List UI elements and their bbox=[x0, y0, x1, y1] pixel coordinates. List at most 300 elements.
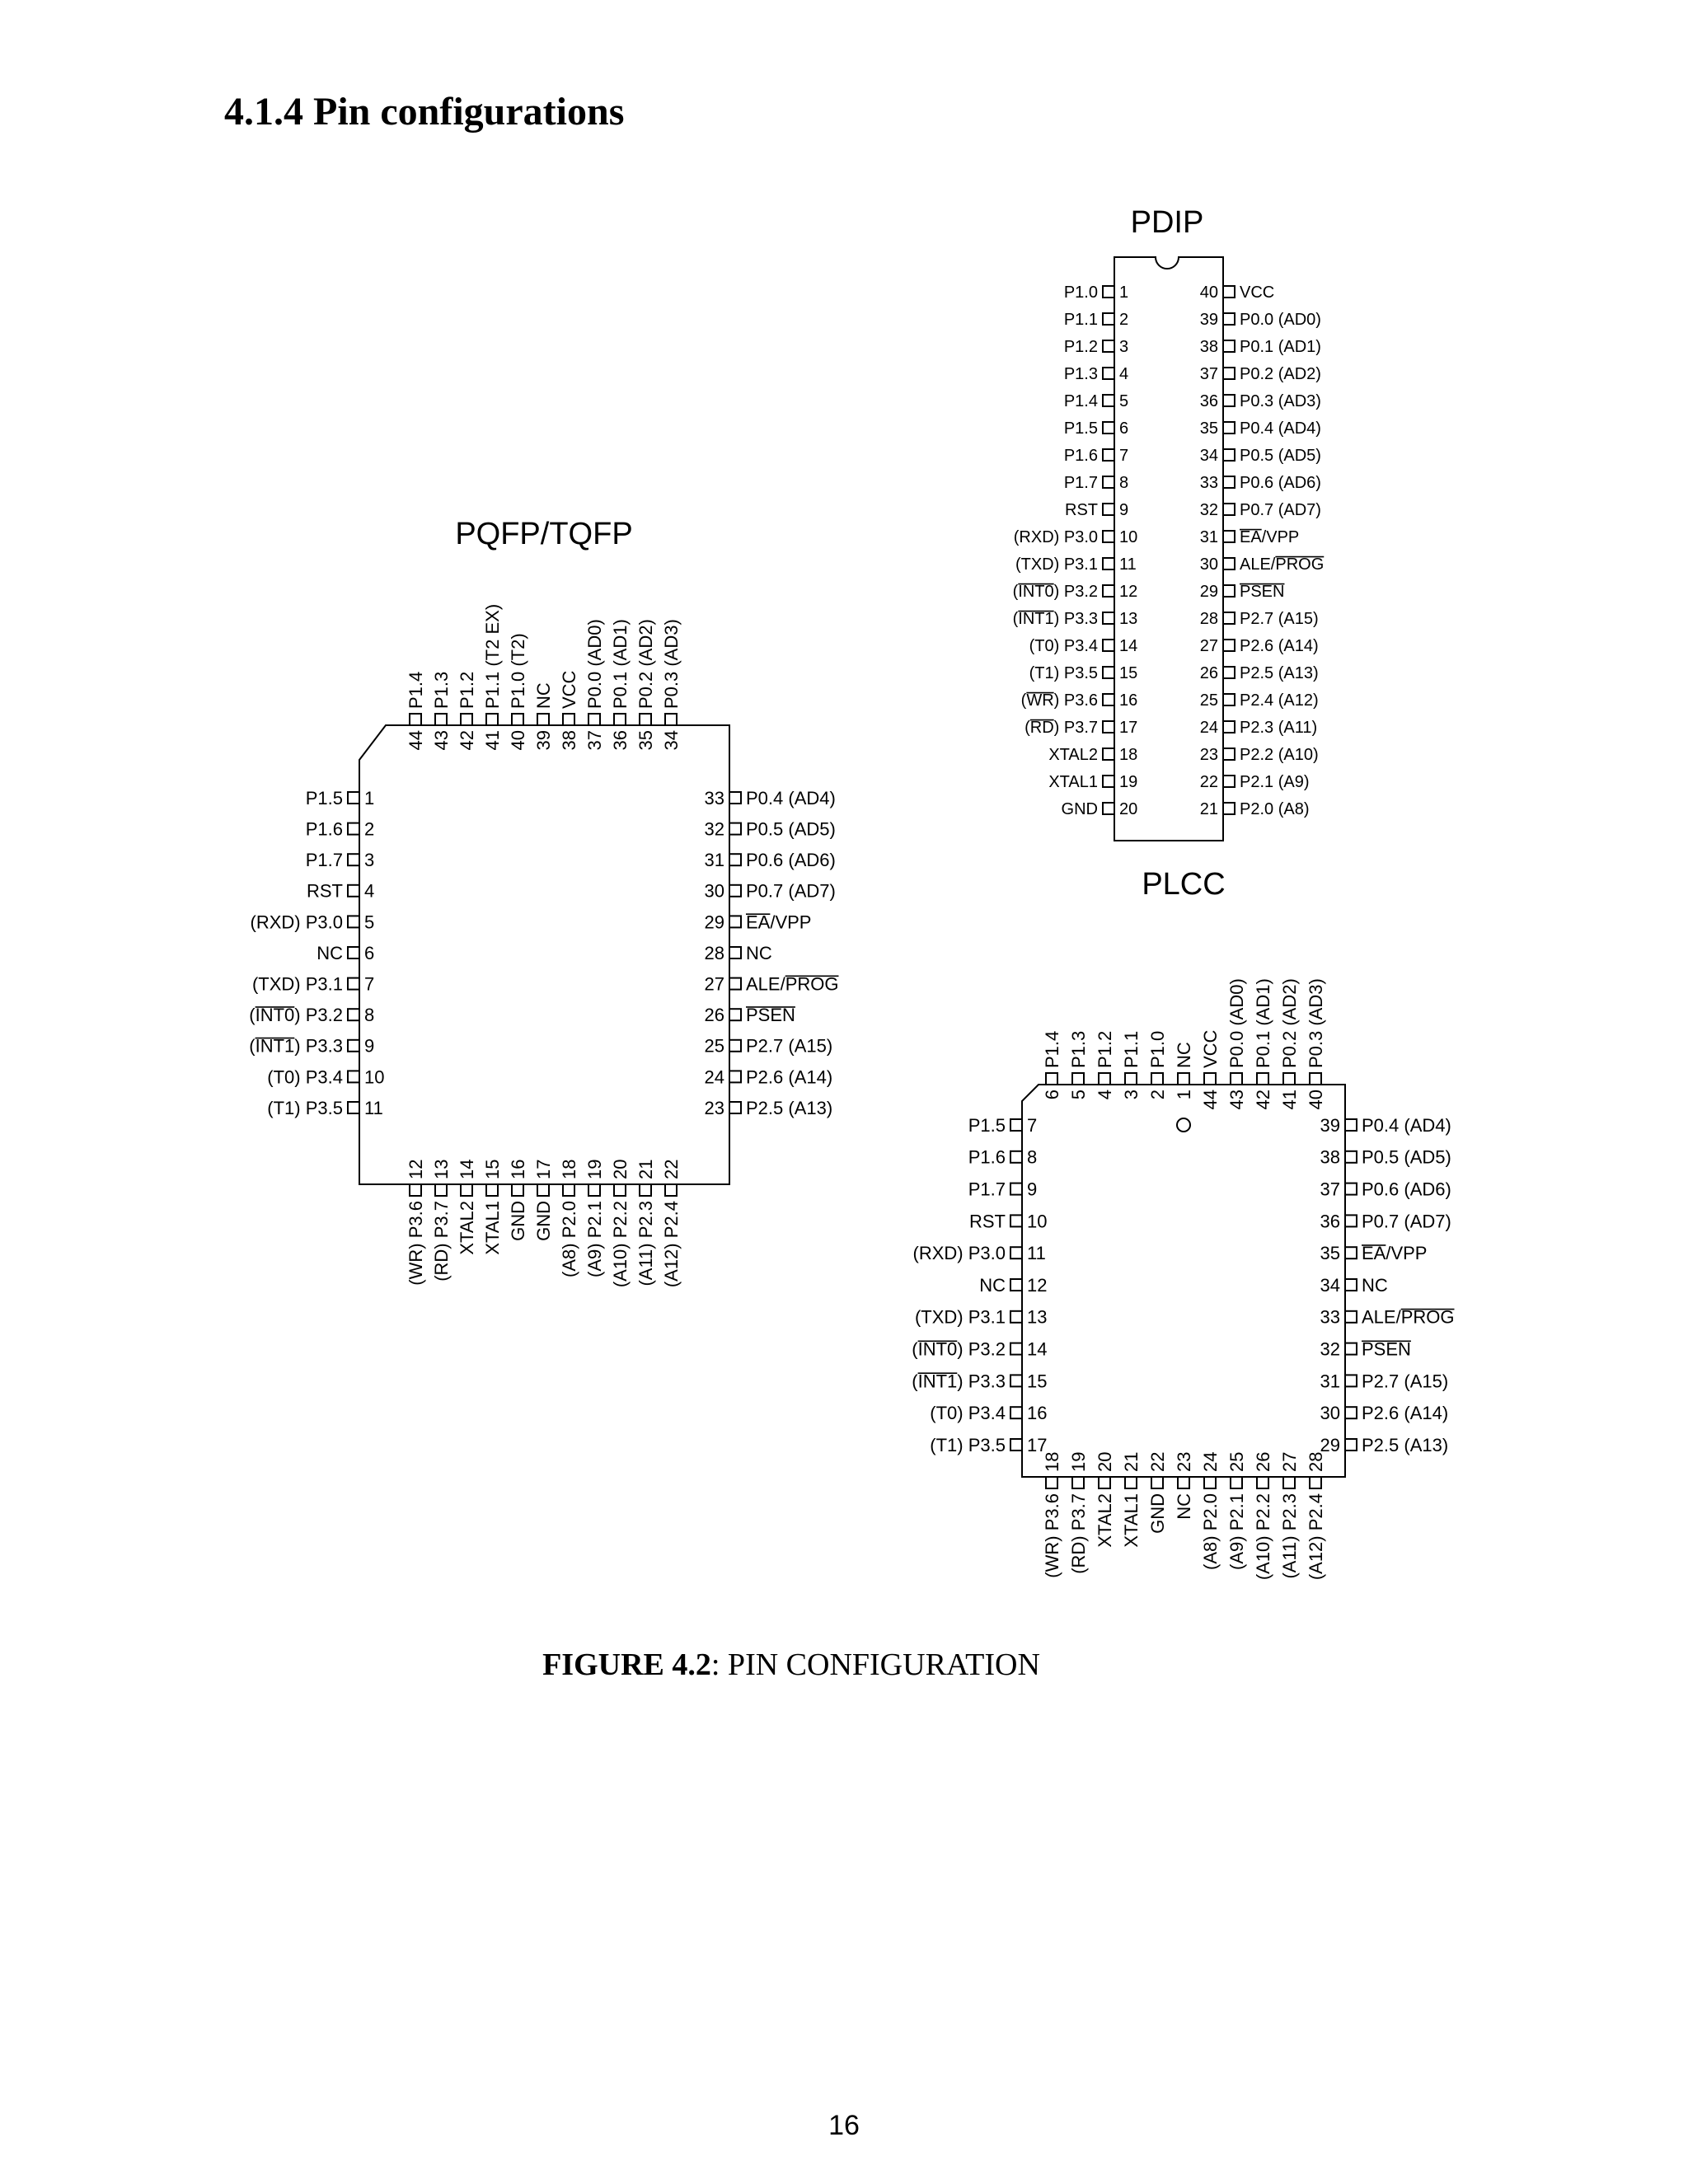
pin-pad bbox=[1223, 286, 1235, 298]
pin-pad bbox=[1345, 1439, 1357, 1451]
pin-number: 30 bbox=[1199, 555, 1218, 574]
pin-pad bbox=[348, 885, 359, 897]
pin-number: 16 bbox=[1119, 691, 1138, 710]
pin-label: P0.1 (AD1) bbox=[1252, 978, 1273, 1068]
pin-number: 11 bbox=[364, 1097, 383, 1118]
pin-label: P1.1 bbox=[1120, 1030, 1142, 1068]
pin-label: P0.0 (AD0) bbox=[1226, 978, 1247, 1068]
pin-pad bbox=[348, 978, 359, 990]
pin-label: P0.1 (AD1) bbox=[1240, 338, 1321, 357]
pin-pad bbox=[1103, 504, 1114, 515]
pin-label: (T0) P3.4 bbox=[1029, 637, 1098, 656]
pin-label: P1.4 bbox=[1041, 1030, 1062, 1068]
pin-number: 5 bbox=[1119, 392, 1129, 411]
pin-number: 37 bbox=[584, 730, 605, 751]
pin-label: P1.3 bbox=[430, 671, 452, 709]
pin-label: P0.7 (AD7) bbox=[746, 880, 836, 902]
pin-pad bbox=[1151, 1477, 1163, 1488]
pin-label: P1.1 bbox=[1063, 311, 1098, 330]
pin-number: 32 bbox=[1320, 1338, 1340, 1360]
pin-label: P2.5 (A13) bbox=[1362, 1434, 1449, 1455]
pin-label: P1.0 bbox=[1146, 1030, 1168, 1068]
pin-number: 34 bbox=[1320, 1274, 1340, 1296]
pin-pad bbox=[1010, 1119, 1022, 1131]
pin-pad bbox=[1223, 531, 1235, 542]
pin-number: 35 bbox=[635, 730, 656, 751]
pin-pad bbox=[729, 1040, 741, 1052]
pin-number: 11 bbox=[1119, 555, 1137, 574]
pin-pad bbox=[1125, 1073, 1137, 1085]
pin-label: (INT0) P3.2 bbox=[249, 1005, 343, 1026]
pin-number: 1 bbox=[1119, 284, 1129, 302]
pin-pad bbox=[729, 1102, 741, 1113]
pin-pad bbox=[729, 1009, 741, 1020]
pin-number: 8 bbox=[364, 1005, 375, 1026]
pin-number: 24 bbox=[704, 1066, 724, 1088]
pin-label: P0.4 (AD4) bbox=[1240, 419, 1321, 438]
pin-pad bbox=[1223, 340, 1235, 352]
pin-pad bbox=[1103, 585, 1114, 597]
pin-number: 33 bbox=[1199, 474, 1218, 493]
pin-number: 7 bbox=[1119, 447, 1129, 466]
pin-pad bbox=[1223, 694, 1235, 705]
pin-number: 9 bbox=[364, 1035, 375, 1057]
pin-label: (T1) P3.5 bbox=[267, 1097, 343, 1118]
pin-number: 40 bbox=[1199, 284, 1218, 302]
pin-pad bbox=[1310, 1073, 1321, 1085]
pin-label: P1.4 bbox=[405, 671, 426, 709]
pin-pad bbox=[1223, 585, 1235, 597]
pin-label: NC bbox=[746, 942, 772, 963]
pin-pad bbox=[1103, 748, 1114, 760]
pin-label: (A8) P2.0 bbox=[1199, 1493, 1221, 1570]
pin-pad bbox=[1223, 558, 1235, 569]
pin-label: (A9) P2.1 bbox=[1226, 1493, 1247, 1570]
pin-number: 24 bbox=[1199, 1451, 1221, 1472]
pin-label: P2.7 (A15) bbox=[746, 1035, 833, 1057]
pin-label: (WR) P3.6 bbox=[405, 1201, 426, 1286]
pin-number: 42 bbox=[456, 730, 477, 751]
pin-label: P0.2 (AD2) bbox=[1278, 978, 1300, 1068]
pin-label: P1.2 bbox=[1063, 338, 1098, 357]
pin-label: P1.0 (T2) bbox=[507, 633, 528, 709]
pin-pad bbox=[1151, 1073, 1163, 1085]
plcc-body bbox=[1022, 1085, 1345, 1477]
pin-pad bbox=[1345, 1343, 1357, 1355]
pin-label: P1.3 bbox=[1067, 1030, 1089, 1068]
pin-pad bbox=[1231, 1477, 1242, 1488]
pin-number: 27 bbox=[704, 973, 724, 995]
pin-pad bbox=[1103, 803, 1114, 814]
pin-label: (RXD) P3.0 bbox=[1013, 528, 1098, 547]
pqfp-body bbox=[359, 725, 729, 1184]
pin-pad bbox=[461, 1184, 472, 1196]
pin-number: 29 bbox=[1320, 1434, 1340, 1455]
pin-label: P2.0 (A8) bbox=[1240, 800, 1310, 819]
pin-number: 7 bbox=[364, 973, 375, 995]
pin-label: ALE/PROG bbox=[746, 973, 839, 995]
pin-number: 5 bbox=[1067, 1090, 1089, 1100]
pin-label: RST bbox=[1065, 501, 1098, 520]
pin-pad bbox=[614, 1184, 626, 1196]
pin-pad bbox=[1223, 612, 1235, 624]
pin-number: 3 bbox=[1119, 338, 1129, 357]
figure-caption-text: : PIN CONFIGURATION bbox=[710, 1647, 1040, 1682]
pin-label: P1.5 bbox=[968, 1114, 1006, 1136]
pin-pad bbox=[1010, 1311, 1022, 1323]
pin-number: 23 bbox=[1199, 746, 1218, 765]
pin-pad bbox=[1345, 1407, 1357, 1418]
pin-pad bbox=[1103, 422, 1114, 434]
pdip-package bbox=[1013, 205, 1325, 841]
pin-label: (INT1) P3.3 bbox=[912, 1371, 1006, 1392]
pin-pad bbox=[1103, 368, 1114, 379]
pin-number: 32 bbox=[1199, 501, 1218, 520]
pdip-title: PDIP bbox=[1130, 205, 1204, 240]
pin-number: 17 bbox=[1119, 719, 1138, 738]
pin-number: 10 bbox=[364, 1066, 385, 1088]
pin-label: (T1) P3.5 bbox=[1029, 664, 1098, 683]
pin-label: XTAL2 bbox=[1094, 1493, 1115, 1548]
pin-label: NC bbox=[1173, 1493, 1194, 1520]
pin-pad bbox=[1010, 1215, 1022, 1226]
pin-label: (A12) P2.4 bbox=[1305, 1493, 1326, 1581]
pin-pad bbox=[1231, 1073, 1242, 1085]
pin-label: P1.7 bbox=[305, 850, 343, 871]
pin-pad bbox=[1223, 640, 1235, 651]
pin-label: P2.6 (A14) bbox=[746, 1066, 833, 1088]
pin-label: RST bbox=[307, 880, 343, 902]
pin-label: (A10) P2.2 bbox=[609, 1201, 631, 1288]
pin-label: RST bbox=[969, 1211, 1006, 1232]
pin-label: P0.4 (AD4) bbox=[746, 787, 836, 808]
pin-number: 12 bbox=[405, 1159, 426, 1179]
pin-label: P0.0 (AD0) bbox=[584, 619, 605, 709]
pin-pad bbox=[1223, 313, 1235, 325]
pin-number: 28 bbox=[1305, 1451, 1326, 1472]
pin-label: NC bbox=[979, 1274, 1006, 1296]
pin-pad bbox=[563, 1184, 574, 1196]
pin-number: 26 bbox=[1252, 1451, 1273, 1472]
pin-label: P0.6 (AD6) bbox=[1240, 474, 1321, 493]
pin-label: EA/VPP bbox=[746, 912, 812, 933]
pin-number: 18 bbox=[1041, 1451, 1062, 1472]
pin-pad bbox=[1223, 449, 1235, 461]
pin-number: 12 bbox=[1027, 1274, 1048, 1296]
pin-pad bbox=[1103, 476, 1114, 488]
pin-number: 35 bbox=[1320, 1243, 1340, 1264]
pin-pad bbox=[729, 947, 741, 958]
pin-pad bbox=[1072, 1073, 1084, 1085]
pin-label: P0.6 (AD6) bbox=[1362, 1179, 1451, 1200]
pin-label: (INT0) P3.2 bbox=[912, 1338, 1006, 1360]
pin-pad bbox=[640, 1184, 651, 1196]
pin-label: (T0) P3.4 bbox=[930, 1403, 1006, 1424]
pin-label: EA/VPP bbox=[1362, 1243, 1428, 1264]
pin-label: (TXD) P3.1 bbox=[251, 973, 343, 995]
pin-number: 14 bbox=[1119, 637, 1138, 656]
pin-label: ALE/PROG bbox=[1240, 555, 1325, 574]
pin-label: P2.6 (A14) bbox=[1362, 1403, 1449, 1424]
plcc-title: PLCC bbox=[1142, 867, 1226, 902]
pin-number: 41 bbox=[481, 730, 503, 751]
pin-pad bbox=[665, 714, 677, 725]
pin-label: P1.6 bbox=[968, 1146, 1006, 1168]
pin-number: 19 bbox=[1119, 773, 1138, 792]
pin-label: (INT1) P3.3 bbox=[1012, 610, 1098, 629]
pin-pad bbox=[1103, 776, 1114, 787]
pin-number: 20 bbox=[1094, 1451, 1115, 1472]
pin-number: 3 bbox=[364, 850, 375, 871]
pin-pad bbox=[640, 714, 651, 725]
pin-pad bbox=[588, 1184, 600, 1196]
pin-label: VCC bbox=[1199, 1029, 1221, 1068]
pin-number: 38 bbox=[558, 730, 579, 751]
pin-number: 1 bbox=[364, 787, 375, 808]
pin-number: 22 bbox=[1199, 773, 1218, 792]
pin-number: 6 bbox=[364, 942, 375, 963]
pin-label: P0.4 (AD4) bbox=[1362, 1114, 1451, 1136]
pin-pad bbox=[348, 1102, 359, 1113]
section-heading: 4.1.4 Pin configurations bbox=[224, 90, 625, 134]
pin-label: P2.5 (A13) bbox=[746, 1097, 833, 1118]
pin-number: 14 bbox=[1027, 1338, 1048, 1360]
pin-pad bbox=[1010, 1375, 1022, 1386]
pin-label: P0.5 (AD5) bbox=[1240, 447, 1321, 466]
pin-label: P0.5 (AD5) bbox=[1362, 1146, 1451, 1168]
pin-pad bbox=[1103, 640, 1114, 651]
pin-pad bbox=[348, 792, 359, 804]
pin-number: 16 bbox=[507, 1159, 528, 1179]
pin-number: 18 bbox=[558, 1159, 579, 1179]
pin-pad bbox=[1204, 1477, 1216, 1488]
pin-number: 4 bbox=[1119, 365, 1129, 384]
pin-pad bbox=[1310, 1477, 1321, 1488]
pin-pad bbox=[348, 1040, 359, 1052]
pin-pad bbox=[729, 1071, 741, 1082]
pin-pad bbox=[1204, 1073, 1216, 1085]
pin-number: 22 bbox=[1146, 1451, 1168, 1472]
pin-pad bbox=[1103, 667, 1114, 678]
pin-label: XTAL1 bbox=[481, 1201, 503, 1255]
pin-pad bbox=[1010, 1247, 1022, 1258]
pin-label: P2.1 (A9) bbox=[1240, 773, 1310, 792]
pin-pad bbox=[1099, 1477, 1110, 1488]
pin-pad bbox=[1257, 1477, 1268, 1488]
pin-number: 21 bbox=[635, 1159, 656, 1179]
pin-label: P2.6 (A14) bbox=[1240, 637, 1319, 656]
pin-number: 15 bbox=[1027, 1371, 1048, 1392]
pin-pad bbox=[410, 1184, 421, 1196]
pin-pad bbox=[1103, 286, 1114, 298]
pin-label: P0.2 (AD2) bbox=[635, 619, 656, 709]
pin-pad bbox=[588, 714, 600, 725]
pin-number: 43 bbox=[430, 730, 452, 751]
pin-pad bbox=[348, 1009, 359, 1020]
pin-number: 34 bbox=[660, 730, 682, 751]
pin-number: 31 bbox=[704, 850, 724, 871]
pin-label: (RXD) P3.0 bbox=[250, 912, 343, 933]
pin-label: (TXD) P3.1 bbox=[914, 1306, 1006, 1328]
pin-pad bbox=[1178, 1477, 1189, 1488]
pin-number: 33 bbox=[1320, 1306, 1340, 1328]
pin-label: P0.3 (AD3) bbox=[1240, 392, 1321, 411]
pin-number: 17 bbox=[1027, 1434, 1048, 1455]
pin-number: 26 bbox=[1199, 664, 1218, 683]
pin-number: 6 bbox=[1041, 1090, 1062, 1100]
pin-pad bbox=[1223, 748, 1235, 760]
pin-label: P1.5 bbox=[305, 787, 343, 808]
pin-number: 36 bbox=[609, 730, 631, 751]
pin-label: VCC bbox=[558, 670, 579, 709]
pin-label: (A11) P2.3 bbox=[1278, 1493, 1300, 1579]
pin-pad bbox=[1345, 1151, 1357, 1163]
pin-label: (WR) P3.6 bbox=[1020, 691, 1098, 710]
pin-number: 36 bbox=[1199, 392, 1218, 411]
pin-label: (RD) P3.7 bbox=[1025, 719, 1098, 738]
pin-label: P2.5 (A13) bbox=[1240, 664, 1319, 683]
pin-number: 29 bbox=[704, 912, 724, 933]
pin-number: 7 bbox=[1027, 1114, 1038, 1136]
pin-number: 31 bbox=[1320, 1371, 1340, 1392]
pin-number: 4 bbox=[364, 880, 375, 902]
pin-pad bbox=[1103, 721, 1114, 733]
pin-pad bbox=[1345, 1215, 1357, 1226]
pin-pad bbox=[1178, 1073, 1189, 1085]
pin-number: 28 bbox=[1199, 610, 1218, 629]
pin-number: 25 bbox=[1199, 691, 1218, 710]
pin-number: 43 bbox=[1226, 1090, 1247, 1110]
pin-label: (INT1) P3.3 bbox=[249, 1035, 343, 1057]
pin-pad bbox=[1103, 558, 1114, 569]
pin-pad bbox=[512, 714, 523, 725]
pin-label: (A11) P2.3 bbox=[635, 1201, 656, 1286]
pin-pad bbox=[1223, 368, 1235, 379]
pin-pad bbox=[512, 1184, 523, 1196]
pin-label: GND bbox=[532, 1201, 554, 1241]
pin-pad bbox=[1103, 612, 1114, 624]
pin-number: 11 bbox=[1027, 1243, 1046, 1264]
pin-label: (A10) P2.2 bbox=[1252, 1493, 1273, 1581]
pin-pad bbox=[729, 916, 741, 927]
pin-number: 39 bbox=[1320, 1114, 1340, 1136]
pin-number: 38 bbox=[1320, 1146, 1340, 1168]
pin-pad bbox=[1345, 1247, 1357, 1258]
pin-label: (RXD) P3.0 bbox=[912, 1243, 1006, 1264]
pin-pad bbox=[435, 714, 447, 725]
pin-pad bbox=[1345, 1183, 1357, 1195]
pin-label: P1.2 bbox=[1094, 1030, 1115, 1068]
pin-number: 27 bbox=[1278, 1451, 1300, 1472]
pin-label: NC bbox=[532, 682, 554, 709]
pin-number: 29 bbox=[1199, 583, 1218, 602]
pin-number: 18 bbox=[1119, 746, 1138, 765]
pin-number: 32 bbox=[704, 818, 724, 840]
pin-pad bbox=[1010, 1343, 1022, 1355]
pin-label: (RD) P3.7 bbox=[1067, 1493, 1089, 1574]
pin-number: 14 bbox=[456, 1159, 477, 1179]
pin-number: 13 bbox=[1027, 1306, 1048, 1328]
pin-number: 13 bbox=[430, 1159, 452, 1179]
pin-label: XTAL1 bbox=[1120, 1493, 1142, 1548]
pin-label: P2.7 (A15) bbox=[1362, 1371, 1449, 1392]
pin-pad bbox=[435, 1184, 447, 1196]
plcc-package bbox=[912, 867, 1454, 1580]
pin-number: 39 bbox=[1199, 311, 1218, 330]
pin-label: P1.5 bbox=[1063, 419, 1098, 438]
pin-number: 37 bbox=[1199, 365, 1218, 384]
pin-pad bbox=[537, 1184, 549, 1196]
pin-number: 39 bbox=[532, 730, 554, 751]
pin-label: P1.7 bbox=[968, 1179, 1006, 1200]
pin-pad bbox=[1223, 476, 1235, 488]
pin-number: 36 bbox=[1320, 1211, 1340, 1232]
pin-label: NC bbox=[1173, 1042, 1194, 1068]
pin-number: 22 bbox=[660, 1159, 682, 1179]
pin-number: 9 bbox=[1119, 501, 1129, 520]
pin-pad bbox=[348, 916, 359, 927]
pqfp-package bbox=[249, 517, 838, 1287]
pin-pad bbox=[1345, 1311, 1357, 1323]
pin-pad bbox=[1103, 340, 1114, 352]
pin-pad bbox=[1046, 1073, 1057, 1085]
pin-label: (T0) P3.4 bbox=[267, 1066, 343, 1088]
pin-number: 25 bbox=[1226, 1451, 1247, 1472]
pin-pad bbox=[1072, 1477, 1084, 1488]
pin-number: 35 bbox=[1199, 419, 1218, 438]
pin-pad bbox=[1223, 395, 1235, 406]
pin-label: P1.2 bbox=[456, 671, 477, 709]
pin-pad bbox=[1345, 1119, 1357, 1131]
pin-pad bbox=[1010, 1279, 1022, 1291]
pin-pad bbox=[1223, 776, 1235, 787]
pin-pad bbox=[729, 823, 741, 835]
pin-number: 44 bbox=[405, 730, 426, 751]
pin-number: 26 bbox=[704, 1005, 724, 1026]
pin-pad bbox=[1345, 1375, 1357, 1386]
pin-number: 15 bbox=[481, 1159, 503, 1179]
pin-number: 40 bbox=[507, 730, 528, 751]
pin-label: P1.6 bbox=[305, 818, 343, 840]
pin-number: 21 bbox=[1199, 800, 1218, 819]
pin-label: VCC bbox=[1240, 284, 1275, 302]
pin-pad bbox=[729, 792, 741, 804]
pin-number: 5 bbox=[364, 912, 375, 933]
pin-pad bbox=[1223, 667, 1235, 678]
pin-pad bbox=[1223, 504, 1235, 515]
pin-pad bbox=[461, 714, 472, 725]
pin-pad bbox=[486, 1184, 498, 1196]
pin-label: XTAL1 bbox=[1048, 773, 1098, 792]
pin-number: 8 bbox=[1119, 474, 1129, 493]
pin-label: NC bbox=[316, 942, 343, 963]
pin-pad bbox=[537, 714, 549, 725]
pin-label: (INT0) P3.2 bbox=[1012, 583, 1098, 602]
pin-number: 2 bbox=[1146, 1090, 1168, 1100]
figure-caption bbox=[0, 1647, 1582, 1683]
pin-pad bbox=[1010, 1407, 1022, 1418]
pin-label: P0.1 (AD1) bbox=[609, 619, 631, 709]
pin-number: 33 bbox=[704, 787, 724, 808]
pin-label: NC bbox=[1362, 1274, 1388, 1296]
pin-pad bbox=[1099, 1073, 1110, 1085]
pin-number: 1 bbox=[1173, 1090, 1194, 1100]
pin-label: P1.7 bbox=[1063, 474, 1098, 493]
pin-number: 10 bbox=[1027, 1211, 1048, 1232]
pin-pad bbox=[1125, 1477, 1137, 1488]
pin-number: 16 bbox=[1027, 1403, 1048, 1424]
pin-number: 20 bbox=[609, 1159, 631, 1179]
